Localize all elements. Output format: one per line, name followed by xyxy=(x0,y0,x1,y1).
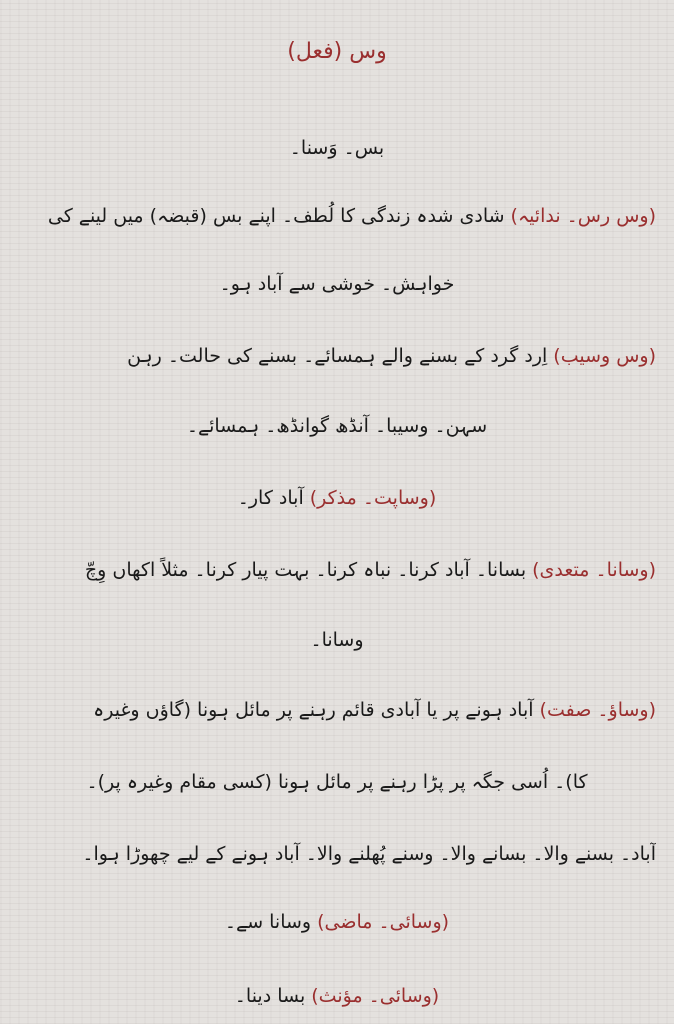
entry-line-6 xyxy=(18,480,656,516)
entry-text: کا)۔ اُسی جگہ پر پڑا رہنے پر مائل ہونا (کسی مقام وغیرہ پر)۔ xyxy=(86,771,588,793)
entry-text: وسانا۔ xyxy=(310,629,364,651)
entry-term: (وس رس۔ ندائیہ) xyxy=(510,205,656,227)
entry-term: (وس وسیب) xyxy=(553,345,656,367)
entry-text: سہن۔ وسیبا۔ آنڈھ گوانڈھ۔ ہمسائے۔ xyxy=(186,415,488,437)
entry-text: بسانا۔ آباد کرنا۔ نباہ کرنا۔ بہت پیار کرنا۔ مثلاً اکھاں وِچّ xyxy=(84,559,527,581)
entry-term: (وساؤ۔ صفت) xyxy=(539,699,656,721)
entry-line-12 xyxy=(18,904,656,940)
entry-text: وسانا سے۔ xyxy=(224,911,312,933)
entry-text: بس۔ وَسنا۔ xyxy=(289,137,385,159)
entry-text: آباد۔ بسنے والا۔ بسانے والا۔ وسنے پُھلنے والا۔ آباد ہونے کے لیے چھوڑا ہوا۔ xyxy=(82,843,656,865)
entry-line-2 xyxy=(18,198,656,234)
page-title: وس (فعل) xyxy=(287,39,387,64)
entry-line-11 xyxy=(18,836,656,872)
entry-text: شادی شدہ زندگی کا لُطف۔ اپنے بس (قبضہ) میں لینے کی xyxy=(47,205,505,227)
entry-line-1 xyxy=(18,130,656,166)
entry-text: بسا دینا۔ xyxy=(234,985,306,1007)
entry-text: خواہش۔ خوشی سے آباد ہو۔ xyxy=(219,273,455,295)
entry-line-10 xyxy=(18,764,656,800)
entry-line-4 xyxy=(18,338,656,374)
entry-line-7 xyxy=(18,552,656,588)
entry-line-9 xyxy=(18,692,656,728)
entry-line-8 xyxy=(18,622,656,658)
entry-line-3 xyxy=(18,266,656,302)
entry-line-13 xyxy=(18,978,656,1014)
entry-term: (وسانا۔ متعدی) xyxy=(532,559,656,581)
entry-line-5 xyxy=(18,408,656,444)
entry-text: آباد کار۔ xyxy=(237,487,304,509)
entry-term: (وسائی۔ ماضی) xyxy=(317,911,450,933)
entry-text: آباد ہونے پر یا آبادی قائم رہنے پر مائل ہونا (گاؤں وغیرہ xyxy=(93,699,534,721)
entry-term: (وساپت۔ مذکر) xyxy=(309,487,437,509)
entry-text: اِرد گرد کے بسنے والے ہمسائے۔ بسنے کی حالت۔ رہن xyxy=(127,345,548,367)
entry-term: (وسائی۔ مؤنث) xyxy=(311,985,440,1007)
